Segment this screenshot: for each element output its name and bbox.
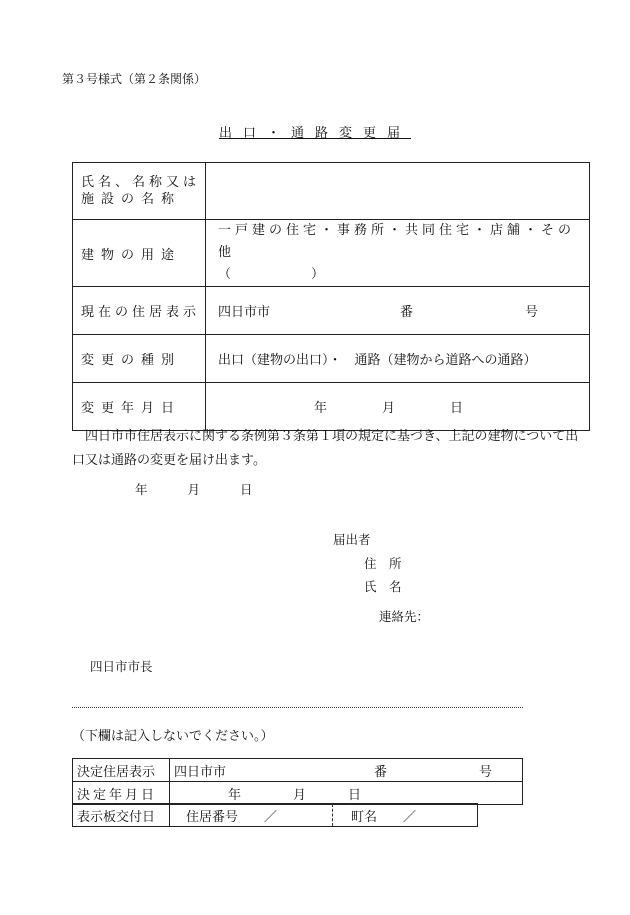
name-value[interactable] — [206, 163, 590, 220]
row-decided-address — [73, 759, 523, 782]
date-month: 月 — [382, 401, 396, 416]
decided-address-value — [170, 759, 523, 782]
applicant-address-label: 住 所 — [364, 556, 402, 571]
row-use — [73, 220, 590, 287]
decided-year: 年 — [228, 787, 242, 803]
row-decided-date — [73, 782, 523, 805]
decided-date-value — [170, 782, 523, 805]
use-value[interactable] — [206, 220, 590, 287]
row-address — [73, 287, 590, 335]
applicant-title: 届出者 — [333, 532, 371, 547]
application-table — [72, 162, 590, 431]
applicant-name-label: 氏 名 — [364, 579, 402, 594]
address-go: 号 — [525, 305, 539, 320]
recipient: 四日市市長 — [90, 659, 153, 674]
address-value[interactable] — [206, 287, 590, 335]
decided-day: 日 — [348, 787, 362, 803]
house-number-cell: 住居番号 ／ — [170, 804, 333, 827]
town-name-cell: 町名 ／ — [333, 804, 478, 827]
name-label — [73, 163, 206, 220]
decided-city: 四日市市 — [174, 764, 227, 780]
decided-month: 月 — [293, 787, 307, 803]
declaration-text: 四日市市住居表示に関する条例第３条第１項の規定に基づき、上記の建物について出口又は通路の変更を届け出ます。 — [72, 429, 579, 468]
date-label: 変更年月日 — [73, 383, 206, 431]
plate-table — [72, 803, 478, 827]
decided-go: 号 — [479, 764, 493, 780]
row-date — [73, 383, 590, 431]
use-other-open: （ — [218, 267, 232, 282]
form-label: 第３号様式（第２条関係） — [62, 72, 207, 86]
decided-ban: 番 — [374, 764, 388, 780]
use-other — [218, 264, 589, 286]
date-day: 日 — [450, 401, 464, 416]
cut-line — [72, 707, 523, 708]
name-label-line2: 施設の名称 — [81, 192, 182, 207]
address-city: 四日市市 — [218, 305, 271, 320]
decided-date-label: 決定年月日 — [73, 782, 170, 805]
submission-year: 年 — [135, 482, 148, 497]
date-value[interactable] — [206, 383, 590, 431]
use-label: 建物の用途 — [73, 220, 206, 287]
use-options: 一戸建の住宅・事務所・共同住宅・店舗・その他 — [218, 223, 576, 260]
submission-month: 月 — [187, 482, 201, 497]
applicant-contact-label: 連絡先： — [379, 609, 430, 624]
address-label: 現在の住居表示 — [73, 287, 206, 335]
office-use-note: （下欄は記入しないでください。） — [72, 729, 274, 744]
row-name — [73, 163, 590, 220]
decided-address-label: 決定住居表示 — [73, 759, 170, 782]
submission-day: 日 — [240, 482, 253, 497]
date-year: 年 — [314, 401, 328, 416]
office-table — [72, 758, 523, 805]
page-title — [0, 122, 630, 141]
row-plate — [73, 804, 478, 827]
change-label: 変更の種別 — [73, 335, 206, 383]
address-ban: 番 — [400, 305, 414, 320]
plate-label: 表示板交付日 — [73, 804, 170, 827]
use-other-close: ） — [311, 267, 325, 282]
title-text: 出口・通路変更届 — [218, 126, 411, 141]
row-change — [73, 335, 590, 383]
change-value[interactable]: 出口（建物の出口）・ 通路（建物から道路への通路） — [206, 335, 590, 383]
submission-date — [135, 480, 253, 498]
name-label-line1: 氏名、名称又は — [81, 175, 201, 190]
